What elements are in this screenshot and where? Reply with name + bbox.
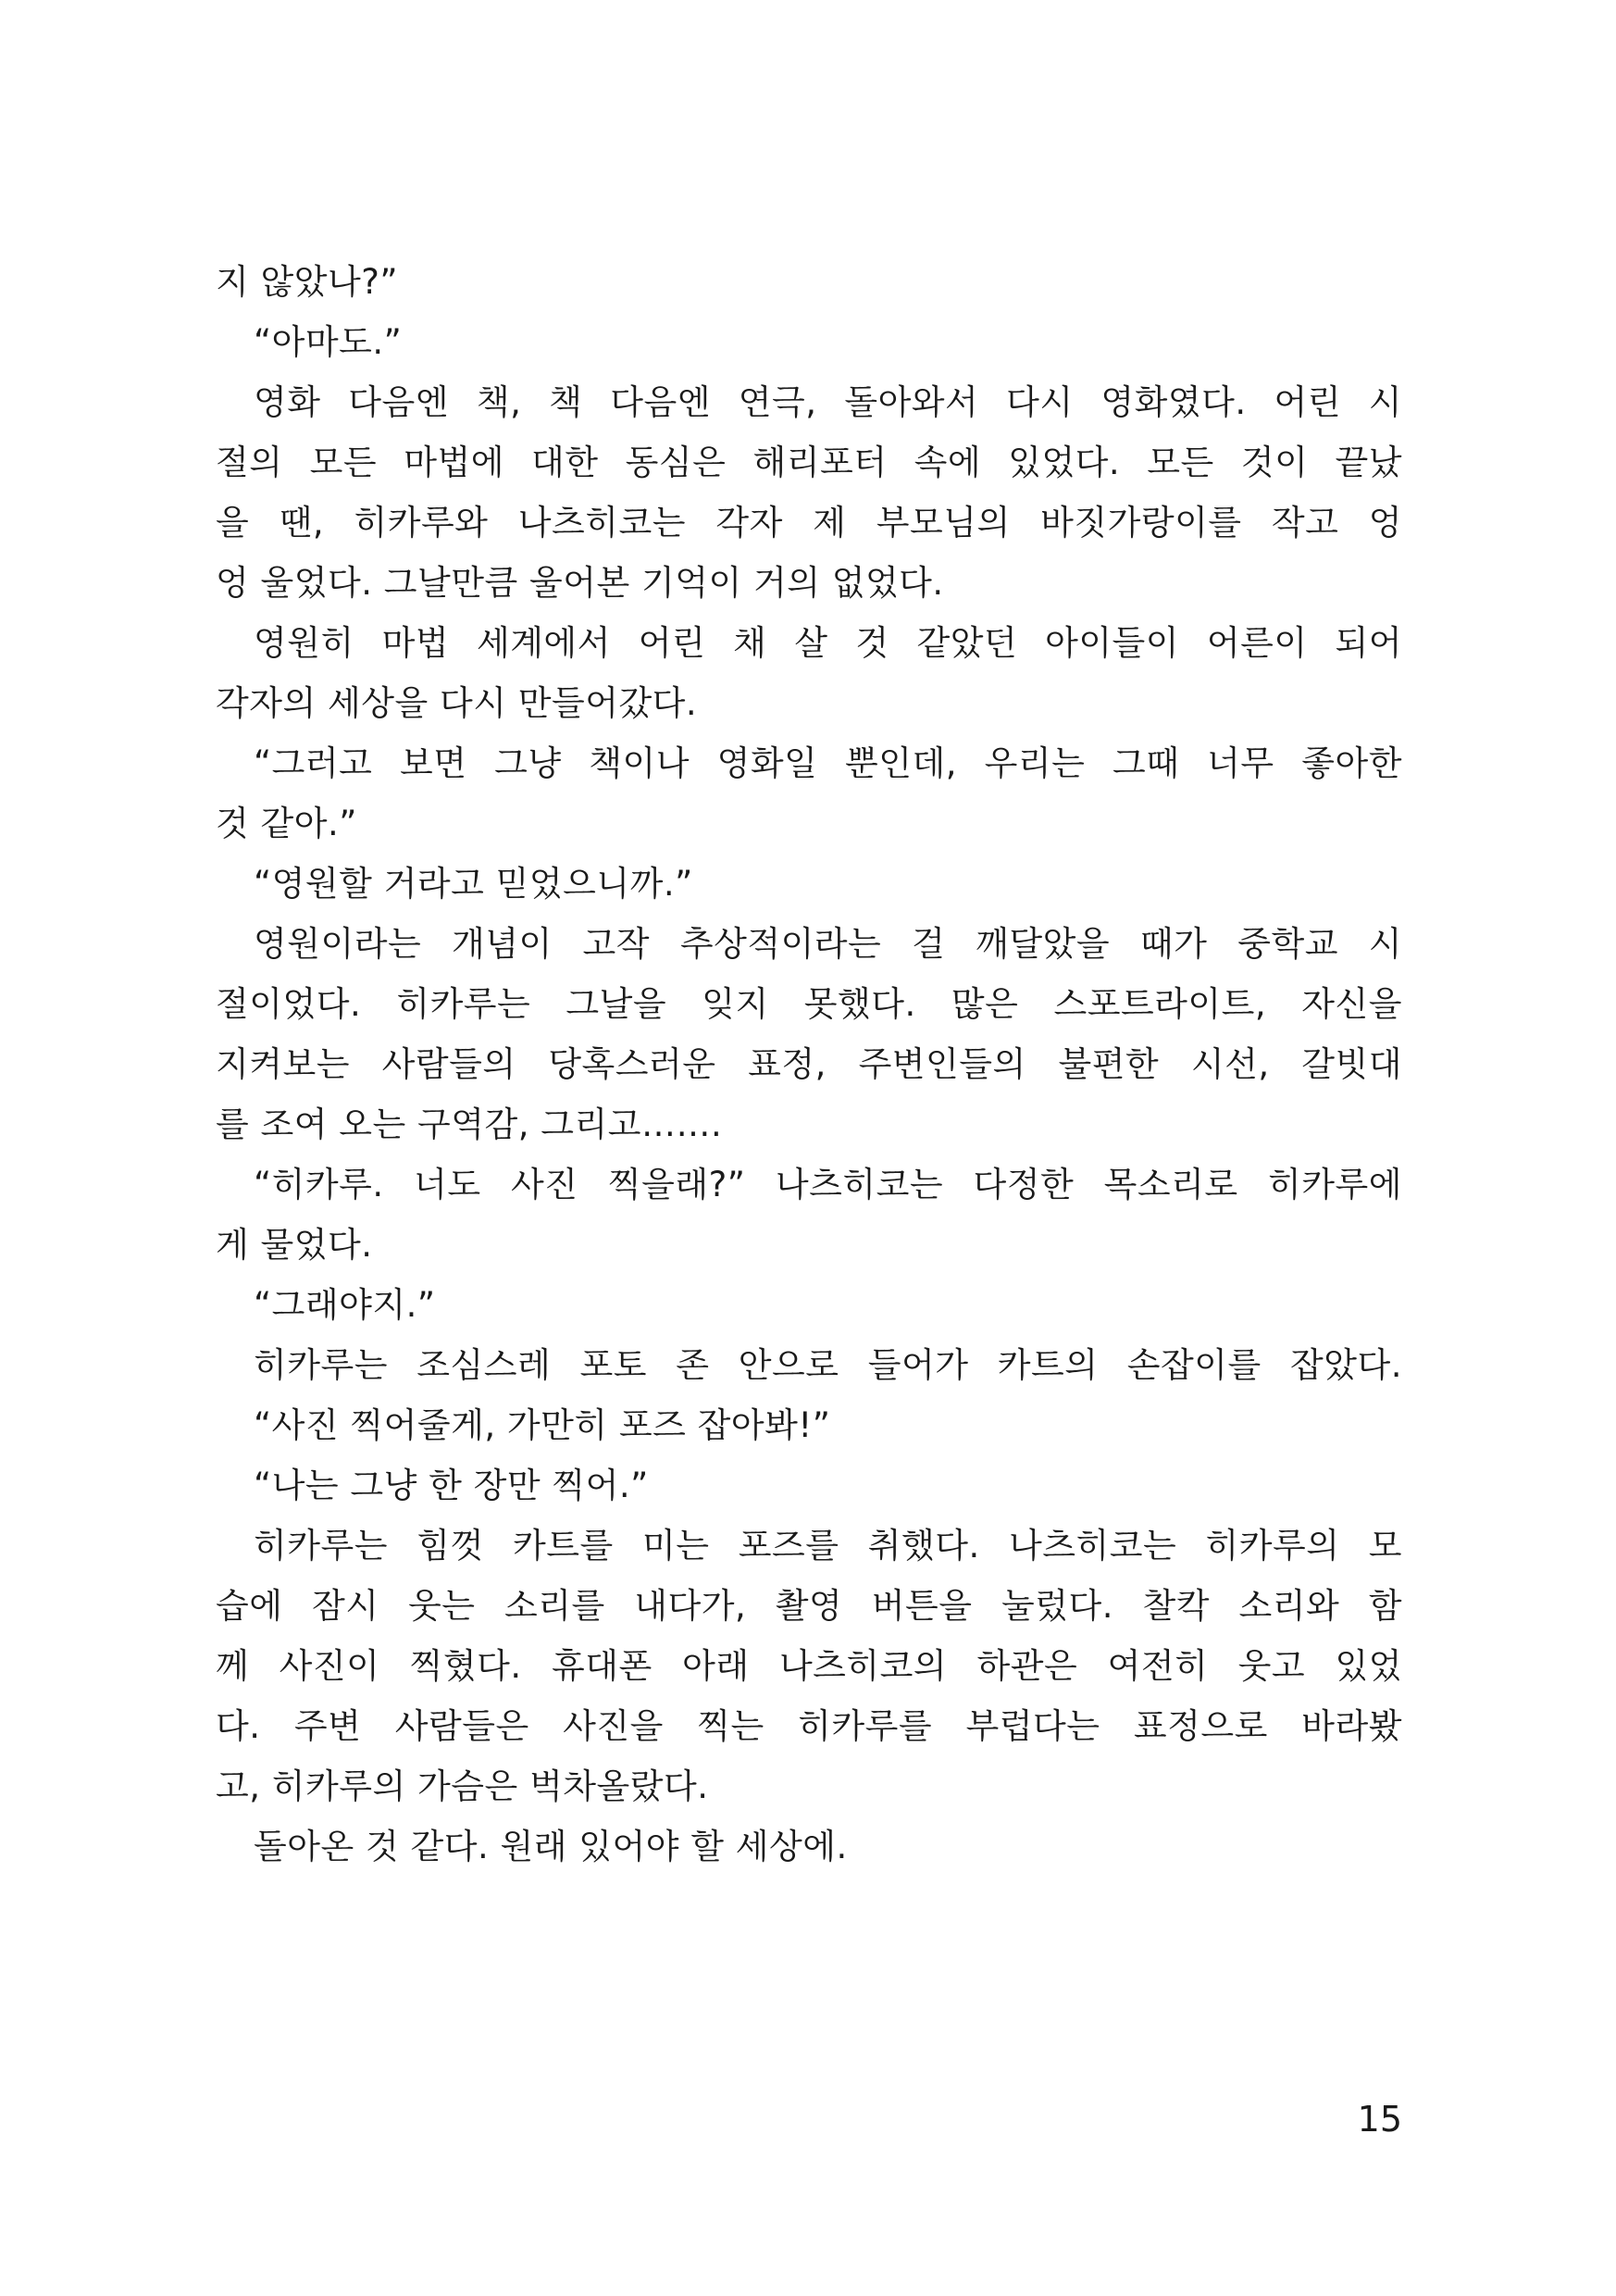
text-line: 영화 다음엔 책, 책 다음엔 연극, 돌아와서 다시 영화였다. 어린 시 [254, 382, 1402, 422]
text-line: 영원히 마법 세계에서 어린 채 살 것 같았던 아이들이 어른이 되어 [254, 623, 1402, 663]
text-line: “아마도.” [254, 322, 403, 362]
text-line: “그러고 보면 그냥 책이나 영화일 뿐인데, 우리는 그때 너무 좋아한 [254, 743, 1402, 783]
text-line: 다. 주변 사람들은 사진을 찍는 히카루를 부럽다는 표정으로 바라봤 [216, 1706, 1402, 1746]
text-line: 지 않았나?” [216, 262, 399, 302]
text-line: 히카루는 힘껏 카트를 미는 포즈를 취했다. 나츠히코는 히카루의 모 [254, 1526, 1402, 1566]
text-line: 를 조여 오는 구역감, 그리고……. [216, 1104, 723, 1144]
body-text [216, 252, 1402, 1877]
text-line: 께 사진이 찍혔다. 휴대폰 아래 나츠히코의 하관은 여전히 웃고 있었 [216, 1646, 1402, 1686]
text-line: 습에 잠시 웃는 소리를 내다가, 촬영 버튼을 눌렀다. 찰칵 소리와 함 [216, 1586, 1402, 1626]
text-line: “그래야지.” [254, 1285, 436, 1325]
text-line: “나는 그냥 한 장만 찍어.” [254, 1466, 649, 1505]
text-line: 영원이라는 개념이 고작 추상적이라는 걸 깨달았을 때가 중학교 시 [254, 924, 1402, 964]
text-line: 게 물었다. [216, 1225, 373, 1265]
text-line: 돌아온 것 같다. 원래 있어야 할 세상에. [254, 1827, 848, 1866]
text-line: 엉 울었다. 그날만큼 울어본 기억이 거의 없었다. [216, 563, 944, 603]
text-line: 절이었다. 히카루는 그날을 잊지 못했다. 많은 스포트라이트, 자신을 [216, 984, 1402, 1024]
text-line: 각자의 세상을 다시 만들어갔다. [216, 683, 698, 723]
text-line: 절의 모든 마법에 대한 동심은 해리포터 속에 있었다. 모든 것이 끝났 [216, 443, 1402, 482]
text-line: 을 땐, 히카루와 나츠히코는 각자 제 부모님의 바짓가랑이를 작고 엉 [216, 503, 1402, 543]
page-number: 15 [1357, 2099, 1402, 2140]
text-line: 히카루는 조심스레 포토 존 안으로 들어가 카트의 손잡이를 잡았다. [254, 1345, 1402, 1385]
text-line: “사진 찍어줄게, 가만히 포즈 잡아봐!” [254, 1405, 831, 1445]
text-line: “히카루. 너도 사진 찍을래?” 나츠히코는 다정한 목소리로 히카루에 [254, 1165, 1402, 1204]
text-line: 지켜보는 사람들의 당혹스러운 표정, 주변인들의 불편한 시선, 갈빗대 [216, 1044, 1402, 1084]
text-line: “영원할 거라고 믿었으니까.” [254, 864, 693, 904]
text-line: 고, 히카루의 가슴은 벅차올랐다. [216, 1766, 709, 1806]
text-line: 것 같아.” [216, 804, 357, 843]
